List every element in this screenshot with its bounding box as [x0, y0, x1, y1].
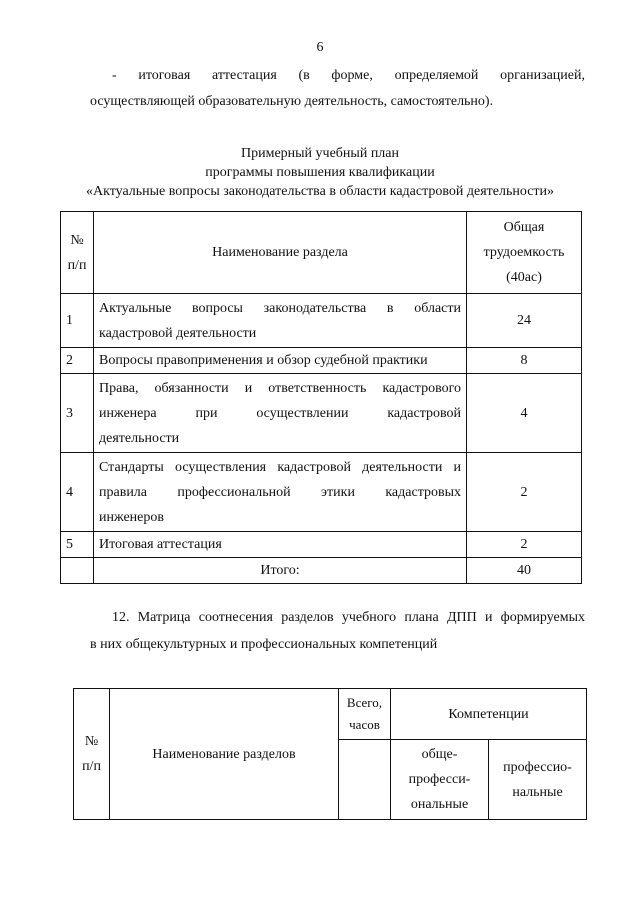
row-hours: 8: [467, 348, 582, 374]
header-hours-cell: [467, 212, 582, 294]
matrix-total-line-1: Всего,: [346, 695, 383, 710]
header-hours-line-3: (40ас): [506, 270, 542, 285]
header-hours-line-1: Общая: [503, 220, 545, 235]
row-name: [94, 532, 467, 558]
total-row: [61, 558, 582, 584]
row-number: 2: [61, 348, 94, 374]
section-12-line-2: в них общекультурных и профессиональных компетенций: [90, 637, 438, 652]
matrix-total-line-2: часов: [349, 717, 380, 732]
row-number: 4: [61, 453, 94, 532]
row-name-line: инженера при осуществлении кадастровой: [99, 405, 461, 421]
total-empty-cell: [61, 558, 94, 584]
header-name-cell: Наименование раздела: [94, 212, 467, 294]
row-name-line: правила профессиональной этики кадастровых: [99, 484, 461, 500]
matrix-number-abbr: п/п: [82, 759, 101, 774]
competency-matrix-table: [73, 688, 587, 820]
plan-title-line-2: программы повышения квалификации: [205, 165, 435, 180]
row-name-line: Вопросы правоприменения и обзор судебной практики: [99, 353, 428, 368]
matrix-header-total: [339, 689, 391, 740]
matrix-total-empty: [339, 740, 391, 820]
plan-title: [60, 144, 580, 201]
matrix-prof-line-1: профессио-: [503, 759, 572, 775]
row-name: [94, 374, 467, 453]
row-name: [94, 453, 467, 532]
page-number: 6: [316, 40, 324, 55]
row-name-line: инженеров: [99, 509, 165, 525]
matrix-header-number: [74, 689, 110, 820]
row-number: 1: [61, 294, 94, 348]
study-plan-table: [60, 211, 582, 584]
row-hours: 2: [467, 532, 582, 558]
row-name: [94, 294, 467, 348]
total-label: Итого:: [94, 558, 467, 584]
intro-line-2: осуществляющей образовательную деятельность, самостоятельно).: [90, 94, 494, 109]
matrix-header-competencies: Компетенции: [391, 689, 587, 740]
table-header-row: [61, 212, 582, 294]
plan-title-line-3: «Актуальные вопросы законодательства в области кадастровой деятельности»: [85, 184, 555, 199]
row-name-line: Стандарты осуществления кадастровой деятельности и: [99, 459, 461, 475]
matrix-number-symbol: №: [84, 734, 99, 749]
row-name-line: Итоговая аттестация: [99, 537, 222, 552]
row-hours: 4: [467, 374, 582, 453]
table-row: [61, 294, 582, 348]
matrix-header-row-1: [74, 689, 587, 740]
header-number-cell: [61, 212, 94, 294]
table-row: [61, 374, 582, 453]
matrix-general-competencies: [391, 740, 489, 820]
row-name: [94, 348, 467, 374]
row-name-line: деятельности: [99, 430, 180, 446]
row-number: 5: [61, 532, 94, 558]
row-name-line: кадастровой деятельности: [99, 325, 257, 341]
matrix-general-line-2: професси-: [408, 772, 471, 787]
section-12-line-1: 12. Матрица соотнесения разделов учебного плана ДПП и формируемых: [112, 610, 585, 625]
matrix-header-name: Наименование разделов: [110, 689, 339, 820]
matrix-prof-line-2: нальные: [512, 784, 563, 800]
table-row: [61, 348, 582, 374]
row-hours: 2: [467, 453, 582, 532]
header-hours-line-2: трудоемкость: [483, 245, 565, 260]
intro-line-1: - итоговая аттестация (в форме, определяемой организацией,: [112, 68, 585, 83]
table-row: [61, 532, 582, 558]
plan-title-line-1: Примерный учебный план: [240, 146, 400, 161]
row-number: 3: [61, 374, 94, 453]
header-number-abbr: п/п: [67, 257, 87, 273]
row-name-line: Права, обязанности и ответственность кадастрового: [99, 380, 461, 396]
matrix-general-line-1: обще-: [421, 747, 458, 762]
row-hours: 24: [467, 294, 582, 348]
row-name-line: Актуальные вопросы законодательства в области: [99, 300, 461, 316]
table-row: [61, 453, 582, 532]
total-value: 40: [467, 558, 582, 584]
matrix-professional-competencies: [489, 740, 587, 820]
matrix-general-line-3: ональные: [410, 797, 469, 812]
header-number-symbol: №: [70, 232, 84, 248]
